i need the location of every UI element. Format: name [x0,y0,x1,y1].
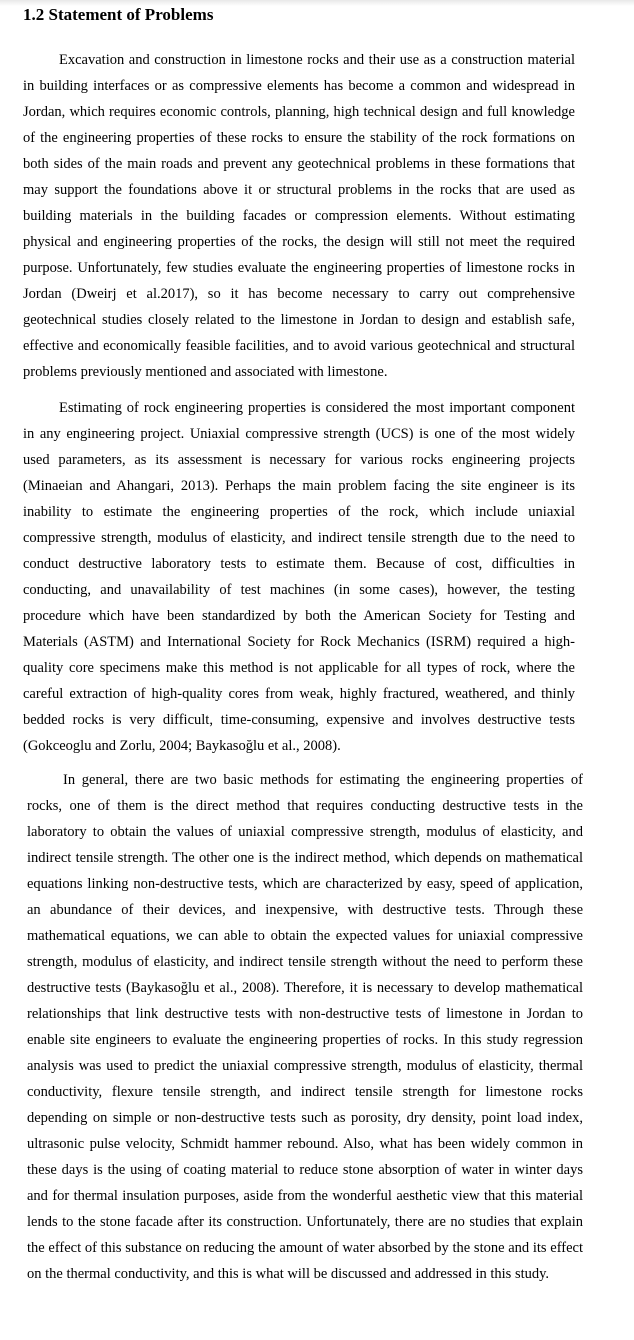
paragraph-excavation: Excavation and construction in limestone rocks and their use as a construction material in building interfaces or as compressive elements has become a common and widespread in Jordan, which requires economic controls, planning, high technical design and full knowledge of the engineering properties of these rocks to ensure the stability of the rock formations on both sides of the main roads and prevent any geotechnical problems in these formations that may support the foundations above it or structural problems in the rocks that are used as building materials in the building facades or compression elements. Without estimating physical and engineering properties of the rocks, the design will still not meet the required purpose. Unfortunately, few studies evaluate the engineering properties of limestone rocks in Jordan (Dweirj et al.2017), so it has become necessary to carry out comprehensive geotechnical studies closely related to the limestone in Jordan to design and establish safe, effective and economically feasible facilities, and to avoid various geotechnical and structural problems previously mentioned and associated with limestone. [23,52,575,380]
paragraph-estimation-methods: In general, there are two basic methods for estimating the engineering properties of rocks, one of them is the direct method that requires conducting destructive tests in the laboratory to obtain the values of uniaxial compressive strength, modulus of elasticity, and indirect tensile strength. The other one is the indirect method, which depends on mathematical equations linking non-destructive tests, which are characterized by easy, speed of application, an abundance of their devices, and inexpensive, with destructive tests. Through these mathematical equations, we can able to obtain the expected values for uniaxial compressive strength, modulus of elasticity, and indirect tensile strength without the need to perform these destructive tests (Baykasoğlu et al., 2008). Therefore, it is necessary to develop mathematical relationships that link destructive tests with non-destructive tests of limestone in Jordan to enable site engineers to evaluate the engineering properties of rocks. In this study regression analysis was used to predict the uniaxial compressive strength, modulus of elasticity, thermal conductivity, flexure tensile strength, and indirect tensile strength for limestone rocks depending on simple or non-destructive tests such as porosity, dry density, point load index, ultrasonic pulse velocity, Schmidt hammer rebound. Also, what has been widely common in these days is the using of coating material to reduce stone absorption of water in winter days and for thermal insulation purposes, aside from the wonderful aesthetic view that this material lends to the stone facade after its construction. Unfortunately, there are no studies that explain the effect of this substance on reducing the amount of water absorbed by the stone and its effect on the thermal conductivity, and this is what will be discussed and addressed in this study. [27,772,583,1282]
section-heading: 1.2 Statement of Problems [23,5,214,24]
paragraph-rock-properties: Estimating of rock engineering properties is considered the most important component in any engineering project. Uniaxial compressive strength (UCS) is one of the most widely used parameters, as its assessment is necessary for various rocks engineering projects (Minaeian and Ahangari, 2013). Perhaps the main problem facing the site engineer is its inability to estimate the engineering properties of the rock, which include uniaxial compressive strength, modulus of elasticity, and indirect tensile strength due to the need to conduct destructive laboratory tests to estimate them. Because of cost, difficulties in conducting, and unavailability of test machines (in some cases), however, the testing procedure which have been standardized by both the American Society for Testing and Materials (ASTM) and International Society for Rock Mechanics (ISRM) required a high-quality core specimens make this method is not applicable for all types of rock, where the careful extraction of high-quality cores from weak, highly fractured, weathered, and thinly bedded rocks is very difficult, time-consuming, expensive and involves destructive tests (Gokceoglu and Zorlu, 2004; Baykasoğlu et al., 2008). [23,400,575,754]
document-page [23,0,583,1287]
